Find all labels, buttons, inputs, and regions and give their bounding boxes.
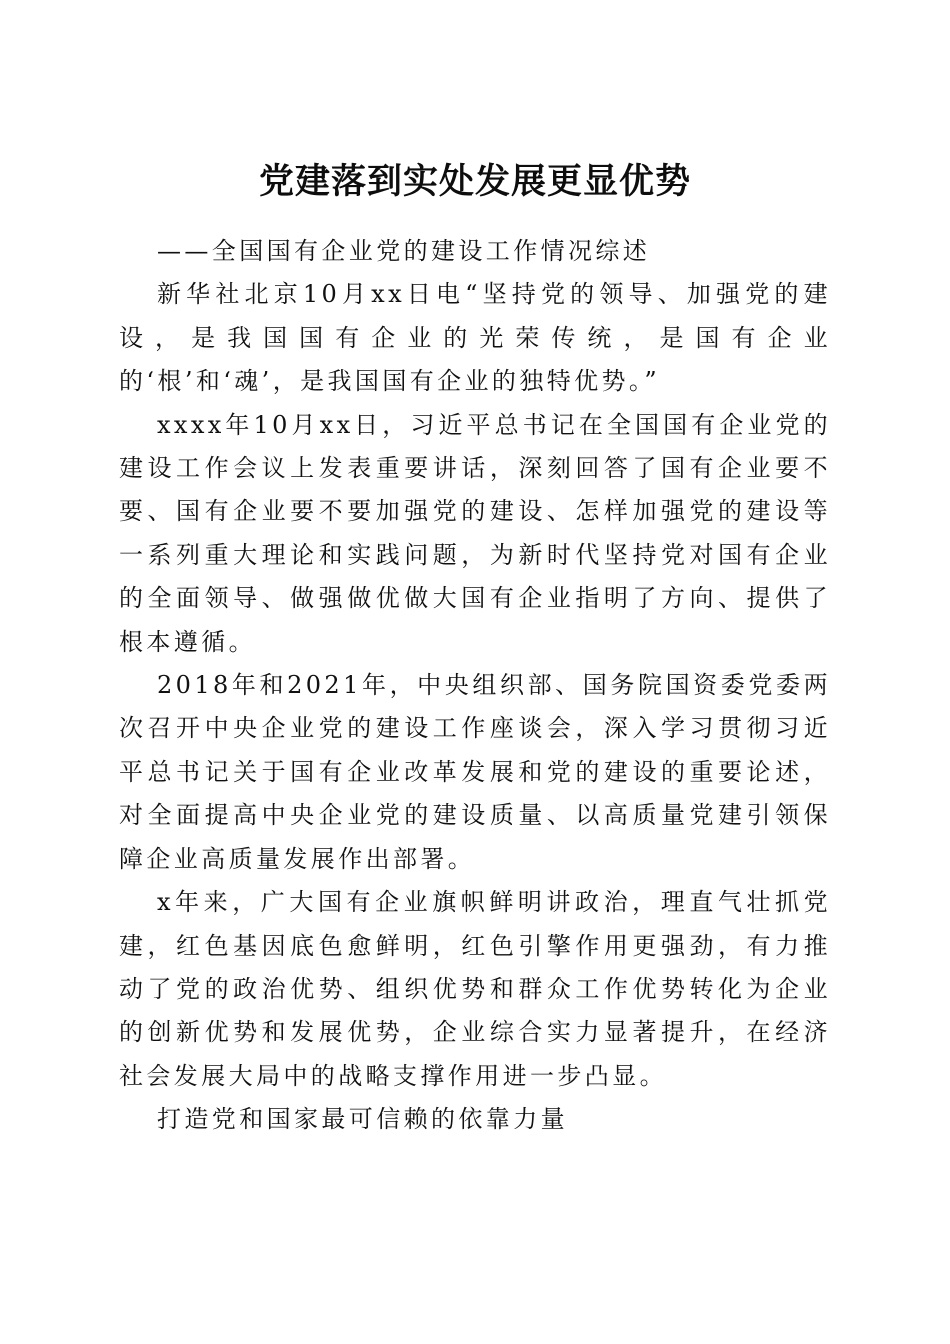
body-paragraph: 新华社北京10月xx日电“坚持党的领导、加强党的建设，是我国国有企业的光荣传统，是国有企业的‘根’和‘魂’，是我国国有企业的独特优势。” [119, 280, 831, 396]
body-paragraph: 2018年和2021年，中央组织部、国务院国资委党委两次召开中央企业党的建设工作座谈会，深入学习贯彻习近平总书记关于国有企业改革发展和党的建设的重要论述，对全面提高中央企业党的建设质量、以高质量党建引领保障企业高质量发展作出部署。 [119, 671, 831, 873]
document-body [119, 230, 831, 1142]
body-paragraph: xxxx年10月xx日，习近平总书记在全国国有企业党的建设工作会议上发表重要讲话，深刻回答了国有企业要不要、国有企业要不要加强党的建设、怎样加强党的建设等一系列重大理论和实践问题，为新时代坚持党对国有企业的全面领导、做强做优做大国有企业指明了方向、提供了根本遵循。 [119, 410, 831, 656]
subtitle-paragraph: ——全国国有企业党的建设工作情况综述 [157, 237, 651, 265]
document-title: 党建落到实处发展更显优势 [258, 161, 691, 203]
body-paragraph: x年来，广大国有企业旗帜鲜明讲政治，理直气壮抓党建，红色基因底色愈鲜明，红色引擎作用更强劲，有力推动了党的政治优势、组织优势和群众工作优势转化为企业的创新优势和发展优势，企业综合实力显著提升，在经济社会发展大局中的战略支撑作用进一步凸显。 [119, 888, 831, 1090]
section-heading-paragraph: 打造党和国家最可信赖的依靠力量 [157, 1105, 568, 1134]
